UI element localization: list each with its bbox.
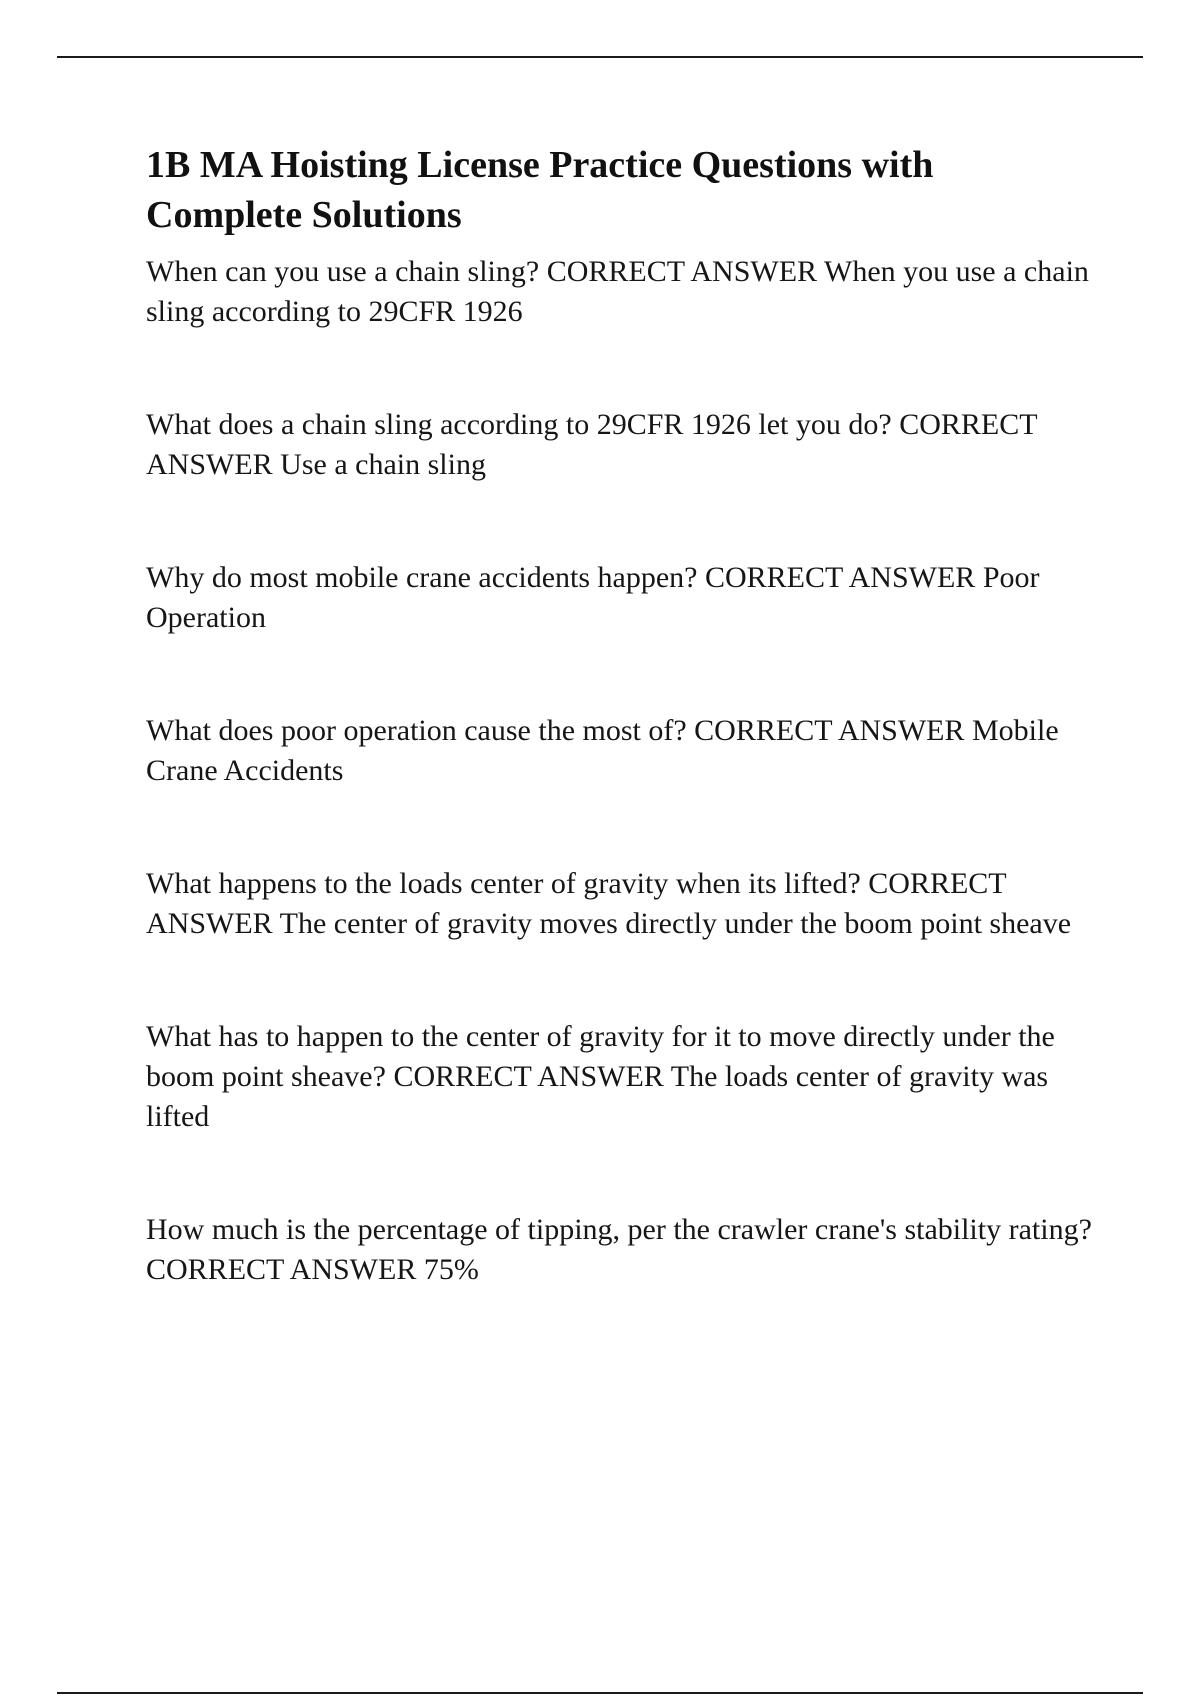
- answer-text: 75%: [423, 1253, 479, 1286]
- question-text: Why do most mobile crane accidents happen?: [146, 561, 698, 594]
- answer-label: CORRECT ANSWER: [694, 714, 965, 747]
- question-text: What happens to the loads center of gravity when its lifted?: [146, 867, 861, 900]
- answer-text: The center of gravity moves directly under the boom point sheave: [279, 907, 1072, 940]
- qa-item: [146, 558, 1096, 638]
- question-text: What does a chain sling according to 29CFR 1926 let you do?: [146, 408, 892, 441]
- document-title: 1B MA Hoisting License Practice Questions with Complete Solutions: [146, 144, 934, 236]
- answer-text: The loads center of gravity was lifted: [146, 1060, 1049, 1133]
- answer-text: When you use a chain sling according to 29CFR 1926: [146, 255, 1089, 328]
- question-text: What does poor operation cause the most of?: [146, 714, 687, 747]
- question-text: How much is the percentage of tipping, per the crawler crane's stability rating?: [146, 1213, 1092, 1246]
- footer-rule: [57, 1692, 1143, 1694]
- answer-text: Use a chain sling: [280, 448, 486, 481]
- qa-item: [146, 1017, 1096, 1137]
- qa-item: [146, 405, 1096, 485]
- question-text: When can you use a chain sling?: [146, 255, 540, 288]
- answer-text: Mobile Crane Accidents: [146, 714, 1059, 787]
- qa-item: [146, 252, 1096, 332]
- answer-label: CORRECT ANSWER: [704, 561, 976, 594]
- answer-label: CORRECT ANSWER: [393, 1060, 664, 1093]
- answer-label: CORRECT ANSWER: [146, 408, 1038, 481]
- answer-label: CORRECT ANSWER: [146, 1253, 417, 1286]
- document-body: [146, 140, 1096, 1363]
- answer-text: Poor Operation: [146, 561, 1040, 634]
- qa-item: [146, 1210, 1096, 1290]
- header-rule: [57, 56, 1143, 58]
- qa-item: [146, 864, 1096, 944]
- answer-label: CORRECT ANSWER: [546, 255, 818, 288]
- qa-item: [146, 711, 1096, 791]
- qa-list: [146, 252, 1096, 1290]
- answer-label: CORRECT ANSWER: [146, 867, 1007, 940]
- question-text: What has to happen to the center of gravity for it to move directly under the boom point sheave?: [146, 1020, 1055, 1093]
